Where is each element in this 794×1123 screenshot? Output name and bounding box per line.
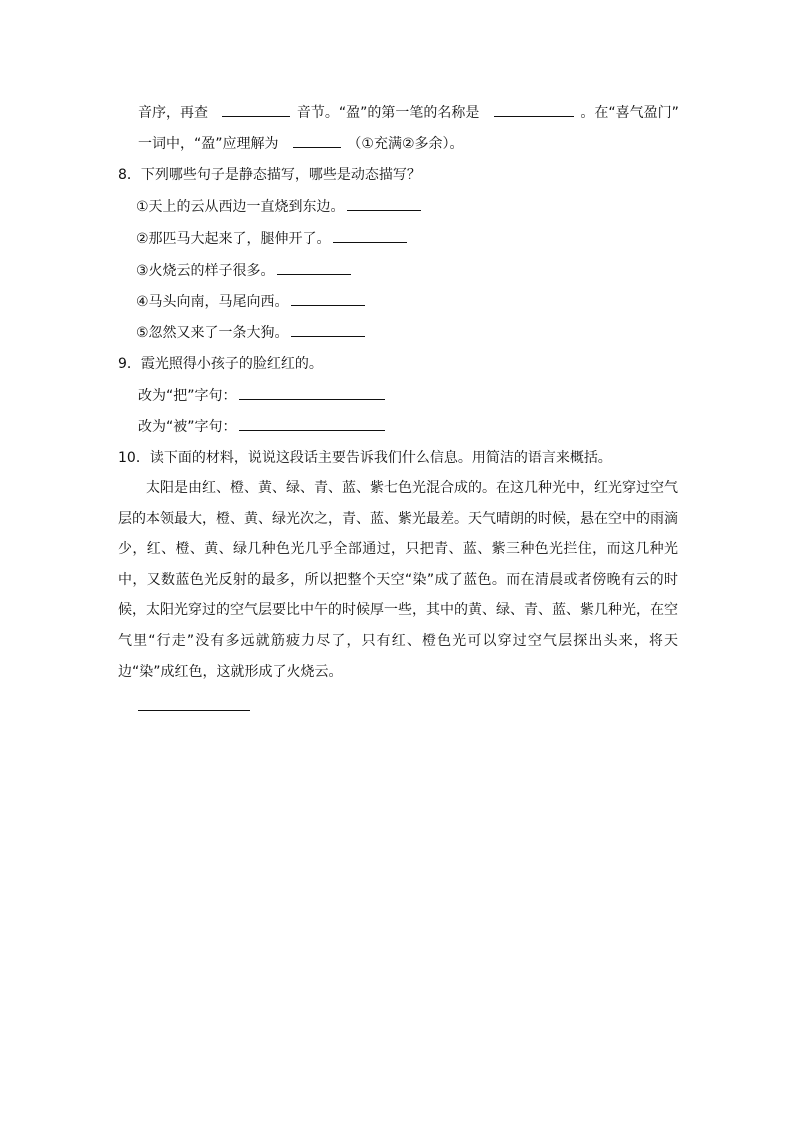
q7-blank-syllable[interactable] bbox=[222, 102, 290, 117]
q7-line-2 bbox=[138, 133, 464, 153]
q9-ba-blank[interactable] bbox=[239, 385, 385, 400]
q8-item-text: ②那匹马大起来了，腿伸开了。 bbox=[136, 231, 331, 247]
q8-answer-blank[interactable] bbox=[347, 196, 421, 211]
q10-passage: 太阳是由红、橙、黄、绿、青、蓝、紫七色光混合成的。在这几种光中，红光穿过空气层的本领最大，橙、黄、绿光次之，青、蓝、紫光最差。天气晴朗的时候，悬在空中的雨滴少，红、橙、黄、绿几种色光几乎全部通过，只把青、蓝、紫三种色光拦住，而这几种光中，又数蓝色光反射的最多，所以把整个天空“染”成了蓝色。而在清晨或者傍晚有云的时候，太阳光穿过的空气层要比中午的时候厚一些，其中的黄、绿、青、蓝、紫几种光，在空气里“行走”没有多远就筋疲力尽了，只有红、橙色光可以穿过空气层探出头来，将天边“染”成红色，这就形成了火烧云。 bbox=[118, 480, 678, 680]
q8-question: 8．下列哪些句子是静态描写，哪些是动态描写？ bbox=[118, 167, 421, 183]
q7-text-b: 音节。“盈”的第一笔的名称是 bbox=[296, 105, 480, 121]
q9-ba-label: 改为“把”字句： bbox=[138, 388, 237, 404]
q9-ba-line bbox=[138, 385, 387, 405]
q8-answer-blank[interactable] bbox=[291, 291, 365, 306]
q10-answer-line[interactable] bbox=[138, 710, 250, 711]
q7-text-a: 音序，再查 bbox=[138, 105, 208, 121]
q7-text-e: （①充满②多余）。 bbox=[347, 136, 464, 152]
q9-question: 9．霞光照得小孩子的脸红红的。 bbox=[118, 356, 323, 372]
q9-bei-blank[interactable] bbox=[239, 416, 385, 431]
q9-bei-line bbox=[138, 416, 387, 436]
q7-blank-meaning[interactable] bbox=[293, 133, 341, 148]
q7-line-1 bbox=[138, 102, 679, 122]
q8-item-3 bbox=[136, 260, 353, 280]
q8-item-text: ③火烧云的样子很多。 bbox=[136, 263, 275, 279]
q7-text-d: 一词中，“盈”应理解为 bbox=[138, 136, 279, 152]
q8-answer-blank[interactable] bbox=[333, 228, 407, 243]
q8-answer-blank[interactable] bbox=[277, 260, 351, 275]
q8-item-5 bbox=[136, 322, 367, 342]
q10-question: 10．读下面的材料，说说这段话主要告诉我们什么信息。用简洁的语言来概括。 bbox=[118, 450, 612, 466]
q7-text-c: 。在“喜气盈门” bbox=[580, 105, 679, 121]
q8-item-text: ④马头向南，马尾向西。 bbox=[136, 294, 289, 310]
q8-item-text: ⑤忽然又来了一条大狗。 bbox=[136, 325, 289, 341]
q8-answer-blank[interactable] bbox=[291, 322, 365, 337]
q8-item-4 bbox=[136, 291, 367, 311]
q8-item-text: ①天上的云从西边一直烧到东边。 bbox=[136, 199, 345, 215]
q8-item-2 bbox=[136, 228, 409, 248]
q7-blank-stroke[interactable] bbox=[494, 102, 574, 117]
q9-bei-label: 改为“被”字句： bbox=[138, 419, 237, 435]
q8-item-1 bbox=[136, 196, 423, 216]
